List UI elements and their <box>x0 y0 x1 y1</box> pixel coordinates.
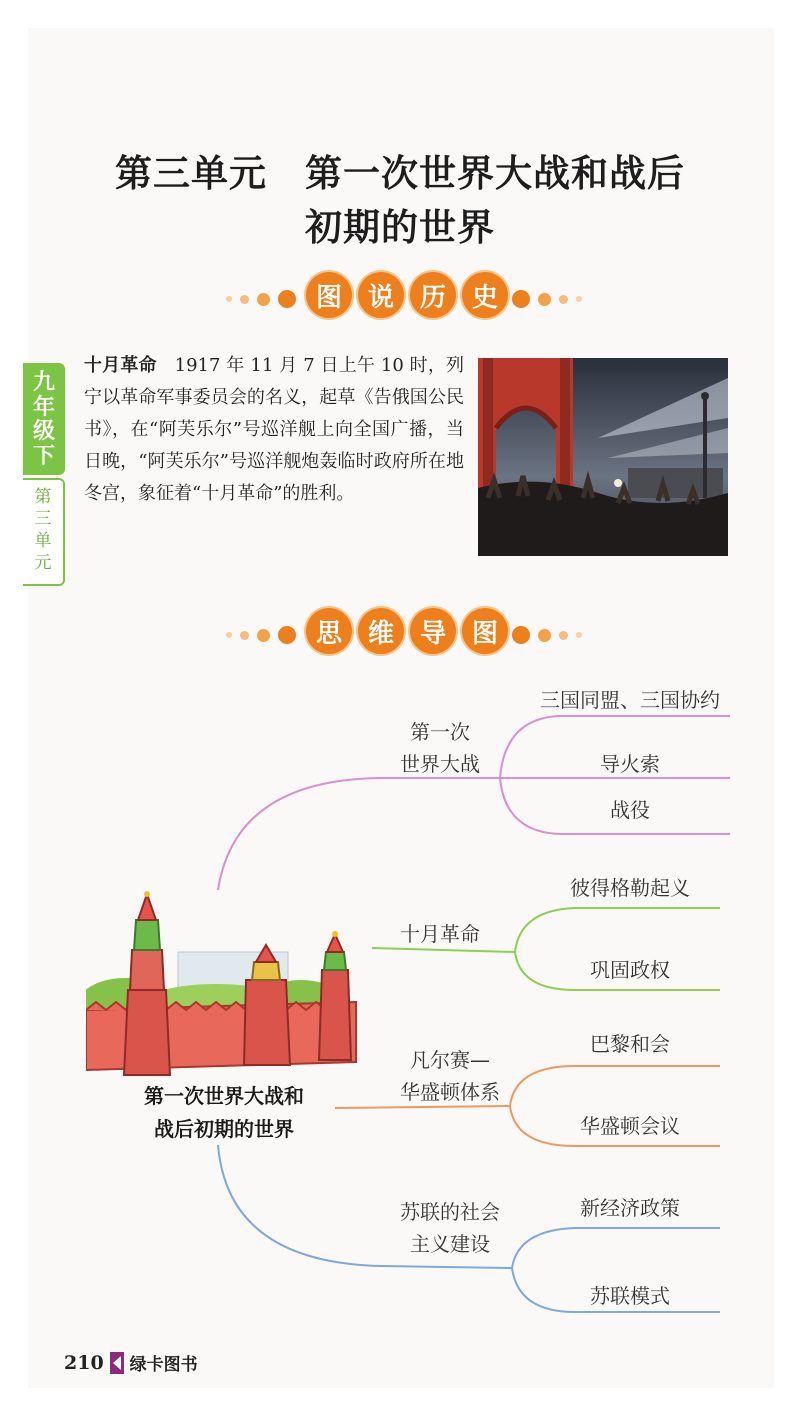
grade-tab-char: 下 <box>32 443 55 469</box>
page-footer <box>64 1350 198 1375</box>
brand-logo-icon <box>110 1352 124 1374</box>
branch-label-line: 主义建设 <box>410 1232 490 1256</box>
banner-char: 图 <box>306 272 352 318</box>
branch-label-line: 凡尔赛— <box>410 1048 490 1072</box>
branch-ww1 <box>380 716 500 780</box>
page-number: 210 <box>64 1351 104 1374</box>
kremlin-illustration <box>86 890 358 1082</box>
leaf-paris-conference: 巴黎和会 <box>590 1032 670 1056</box>
connector-branch-1 <box>218 778 500 890</box>
connector-branch-2-child <box>515 908 720 952</box>
leaf-washington-conference: 华盛顿会议 <box>580 1114 680 1138</box>
branch-label-line: 世界大战 <box>400 752 480 776</box>
branch-label-line: 第一次 <box>410 720 470 744</box>
banner-char: 维 <box>358 608 404 654</box>
paragraph-body: 1917 年 11 月 7 日上午 10 时，列宁以革命军事委员会的名义，起草《告俄国公民书》，在“阿芙乐尔”号巡洋舰上向全国广播，当日晚，“阿芙乐尔”号巡洋舰炮轰临时政府所在地冬宫，象征着“十月革命”的胜利。 <box>84 355 464 504</box>
leaf-alliances: 三国同盟、三国协约 <box>540 688 720 712</box>
paragraph-heading: 十月革命 <box>84 355 157 376</box>
banner-char: 历 <box>410 272 456 318</box>
leaf-soviet-model: 苏联模式 <box>590 1284 670 1308</box>
unit-tab-char: 单 <box>34 531 52 552</box>
banner-char: 说 <box>358 272 404 318</box>
grade-tab-char: 级 <box>32 419 55 445</box>
banner-char: 史 <box>462 272 508 318</box>
leaf-new-economic-policy: 新经济政策 <box>580 1196 680 1220</box>
branch-versailles-washington <box>380 1044 520 1108</box>
unit-title-line1: 第三单元 第一次世界大战和战后 <box>115 152 685 195</box>
mind-map-root <box>108 1080 340 1146</box>
banner-char: 图 <box>462 608 508 654</box>
leaf-trigger: 导火索 <box>600 752 660 776</box>
unit-tab-char: 第 <box>34 487 52 507</box>
unit-tab-char: 元 <box>34 553 52 574</box>
branch-october-revolution: 十月革命 <box>400 922 480 946</box>
brand-name: 绿卡图书 <box>129 1355 198 1375</box>
grade-tab-char: 年 <box>32 394 55 420</box>
banner-char: 导 <box>410 608 456 654</box>
banner-char: 思 <box>306 608 352 654</box>
branch-label-line: 华盛顿体系 <box>400 1080 500 1104</box>
leaf-petrograd-uprising: 彼得格勒起义 <box>570 876 690 900</box>
connector-branch-4-child <box>512 1228 720 1268</box>
branch-label-line: 苏联的社会 <box>400 1200 500 1224</box>
leaf-consolidate-power: 巩固政权 <box>590 958 670 982</box>
connector-branch-3-child <box>510 1066 720 1106</box>
branch-soviet-construction <box>380 1196 520 1260</box>
root-line: 战后初期的世界 <box>154 1117 294 1141</box>
leaf-battles: 战役 <box>610 798 650 822</box>
unit-title-line2: 初期的世界 <box>305 206 495 249</box>
unit-tab-char: 三 <box>34 509 52 530</box>
grade-tab-char: 九 <box>32 370 55 395</box>
root-line: 第一次世界大战和 <box>144 1084 304 1108</box>
